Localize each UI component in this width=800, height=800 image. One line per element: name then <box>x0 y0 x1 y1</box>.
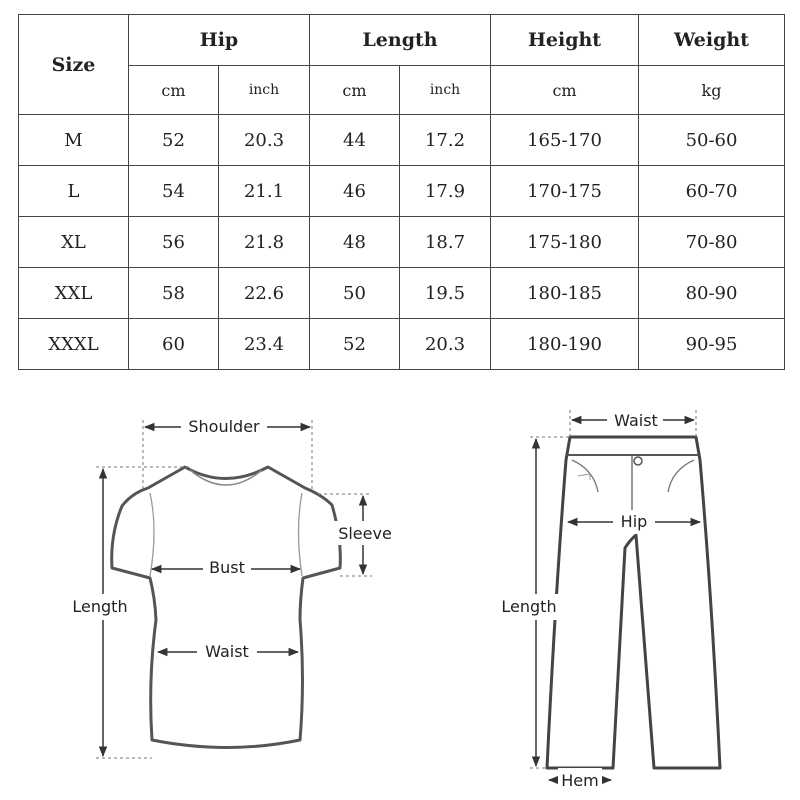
size-cell: XXXL <box>19 319 129 370</box>
hip-inch-cell: 22.6 <box>219 268 310 319</box>
hip-cm-cell: 52 <box>129 115 219 166</box>
hip-inch-cell: 21.1 <box>219 166 310 217</box>
hip-inch-unit: inch <box>219 66 310 115</box>
tshirt-diagram <box>64 414 395 758</box>
hip-group-header: Hip <box>129 15 310 66</box>
shoulder-label: Shoulder <box>188 417 260 436</box>
shirt-waist-label: Waist <box>205 642 249 661</box>
size-cell: XXL <box>19 268 129 319</box>
pants-right-pocket <box>668 460 694 492</box>
length-inch-cell: 17.9 <box>400 166 491 217</box>
height-cell: 165-170 <box>491 115 639 166</box>
tshirt-left-seam <box>150 493 154 576</box>
length-inch-cell: 17.2 <box>400 115 491 166</box>
length-group-header: Length <box>310 15 491 66</box>
pants-left-pocket <box>572 460 598 492</box>
length-cm-unit: cm <box>310 66 400 115</box>
tshirt-outline <box>112 467 341 748</box>
weight-cell: 90-95 <box>639 319 785 370</box>
length-inch-unit: inch <box>400 66 491 115</box>
length-inch-cell: 19.5 <box>400 268 491 319</box>
height-header: Height <box>491 15 639 66</box>
length-cm-cell: 46 <box>310 166 400 217</box>
weight-unit: kg <box>639 66 785 115</box>
hip-inch-cell: 23.4 <box>219 319 310 370</box>
height-cell: 175-180 <box>491 217 639 268</box>
weight-cell: 60-70 <box>639 166 785 217</box>
hip-cm-unit: cm <box>129 66 219 115</box>
hip-cm-cell: 58 <box>129 268 219 319</box>
pants-hem-label: Hem <box>561 771 599 790</box>
size-cell: L <box>19 166 129 217</box>
hip-inch-cell: 20.3 <box>219 115 310 166</box>
pants-button-icon <box>634 457 642 465</box>
height-cell: 180-190 <box>491 319 639 370</box>
hip-cm-cell: 56 <box>129 217 219 268</box>
length-inch-cell: 18.7 <box>400 217 491 268</box>
tshirt-right-seam <box>299 493 303 576</box>
height-cell: 170-175 <box>491 166 639 217</box>
hip-cm-cell: 54 <box>129 166 219 217</box>
sleeve-label: Sleeve <box>338 524 392 543</box>
weight-cell: 80-90 <box>639 268 785 319</box>
height-unit: cm <box>491 66 639 115</box>
pants-outline <box>547 437 720 768</box>
pants-hip-label: Hip <box>620 512 648 531</box>
hip-inch-cell: 21.8 <box>219 217 310 268</box>
height-cell: 180-185 <box>491 268 639 319</box>
size-cell: XL <box>19 217 129 268</box>
size-column-header: Size <box>19 15 129 115</box>
length-cm-cell: 52 <box>310 319 400 370</box>
weight-cell: 70-80 <box>639 217 785 268</box>
pants-length-label: Length <box>501 597 557 616</box>
bust-label: Bust <box>209 558 245 577</box>
weight-cell: 50-60 <box>639 115 785 166</box>
length-cm-cell: 44 <box>310 115 400 166</box>
length-cm-cell: 50 <box>310 268 400 319</box>
length-inch-cell: 20.3 <box>400 319 491 370</box>
length-cm-cell: 48 <box>310 217 400 268</box>
pants-waist-label: Waist <box>614 411 658 430</box>
size-cell: M <box>19 115 129 166</box>
hip-cm-cell: 60 <box>129 319 219 370</box>
weight-header: Weight <box>639 15 785 66</box>
pants-diagram <box>497 408 720 792</box>
shirt-length-label: Length <box>72 597 128 616</box>
